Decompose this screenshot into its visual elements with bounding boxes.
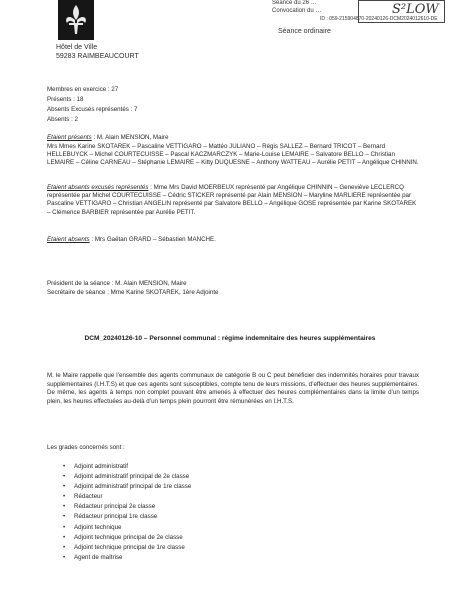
count-members: Membres en exercice : 27 <box>47 86 119 93</box>
secretary-line: Secrétaire de séance : Mme Karine SKOTAREK, 1ère Adjointe <box>47 289 219 296</box>
count-absent: Absents : 2 <box>47 116 78 123</box>
city-logo <box>58 0 94 40</box>
stamp-line: ID : 059-215904870-20240126-DCM2024012610-DE <box>320 16 438 22</box>
deliberation-paragraph: M. le Maire rappelle que l’ensemble des agents communaux de catégorie B ou C peut bénéficier des indemnités horaires pour travaux supplémentaires (I.H.T.S) et que ces agents sont susceptibles, compte tenu de leurs missions, d’effectuer des heures supplémentaires. De même, les agents à temps non complet pouvant être amenés à effectuer des heures complémentaires dans la limite d’un temps plein, les heures effectuées au-delà d’un temps plein pourront être rémunérées en I.H.T.S. <box>47 372 419 405</box>
list-item: • Adjoint administratif <box>63 462 383 472</box>
list-item: • Rédacteur principal 2e classe <box>63 502 383 512</box>
city-address: 59283 RAIMBEAUCOURT <box>56 53 139 60</box>
list-item: • Adjoint technique principal de 1re classe <box>63 543 383 553</box>
excused-text: : Mme Mrs David MOERBEUX représenté par Angélique CHINNIN – Geneviève LECLERCQ représentée par Michel COURTECUISSE – Cédric STICKER représenté par Alain MENSION – Maryline MARLIERE représentée par Pascaline VETTIGARO – Christian ANGELIN représenté par Salvatore BELLO – Angélique GOSE représentée par Karine SKOTAREK – Clémence BARBIER représentée par Aurélie PETIT. <box>47 184 417 216</box>
list-item: • Rédacteur principal 1re classe <box>63 512 383 522</box>
present-line <box>47 134 419 142</box>
list-item: • Rédacteur <box>63 492 383 502</box>
grades-list <box>63 462 383 563</box>
stamp-line: Séance du 26 … <box>272 0 317 6</box>
stamp-code: S²LOW <box>392 2 439 17</box>
excused-label: Etaient absents excusés représentés <box>47 184 149 191</box>
absent-text: : Mrs Gaëtan GRARD – Sébastien MANCHE. <box>89 236 216 243</box>
grades-intro: Les grades concernés sont : <box>47 444 125 451</box>
seance-label: Séance ordinaire <box>278 28 331 35</box>
list-item: • Adjoint administratif principal de 2e classe <box>63 472 383 482</box>
absent-label: Etaient absents <box>47 236 90 243</box>
present-text: : M. Alain MENSION, Maire <box>91 134 169 141</box>
count-present: Présents : 18 <box>47 96 84 103</box>
deliberation-title: DCM_20240126-10 – Personnel communal : régime indemnitaire des heures supplémentaires <box>84 335 376 342</box>
list-item: • Adjoint technique <box>63 523 383 533</box>
count-represented: Absents Excusés représentés : 7 <box>47 106 138 113</box>
present-names: Mrs Mmes Karine SKOTAREK – Pascaline VETTIGARO – Mattéo JULIANO – Régis SALLEZ – Bernard TRICOT – Bernard HELLEBUYCK – Michel COURTECUISSE – Pascal KACZMARCZYK – Marie-Louise LEMAIRE – Salvatore BELLO – Christian LEMAIRE – Céline CARNEAU – Stéphanie LEMAIRE – Kitty DUQUESNE – Anthony WATTEAU – Aurélie PETIT – Angélique CHINNIN. <box>47 143 419 167</box>
fleur-de-lis-icon <box>58 0 94 40</box>
present-label: Etaient présents <box>47 134 92 141</box>
city-name: Hôtel de Ville <box>56 44 98 51</box>
president-line: Président de la séance : M. Alain MENSION, Maire <box>47 280 187 287</box>
list-item: • Agent de maîtrise <box>63 553 383 563</box>
stamp-line: Convocation du … <box>272 8 322 14</box>
excused-paragraph <box>47 184 419 217</box>
absent-line <box>47 236 419 244</box>
list-item: • Adjoint technique principal de 2e classe <box>63 533 383 543</box>
list-item: • Adjoint administratif principal de 1re classe <box>63 482 383 492</box>
